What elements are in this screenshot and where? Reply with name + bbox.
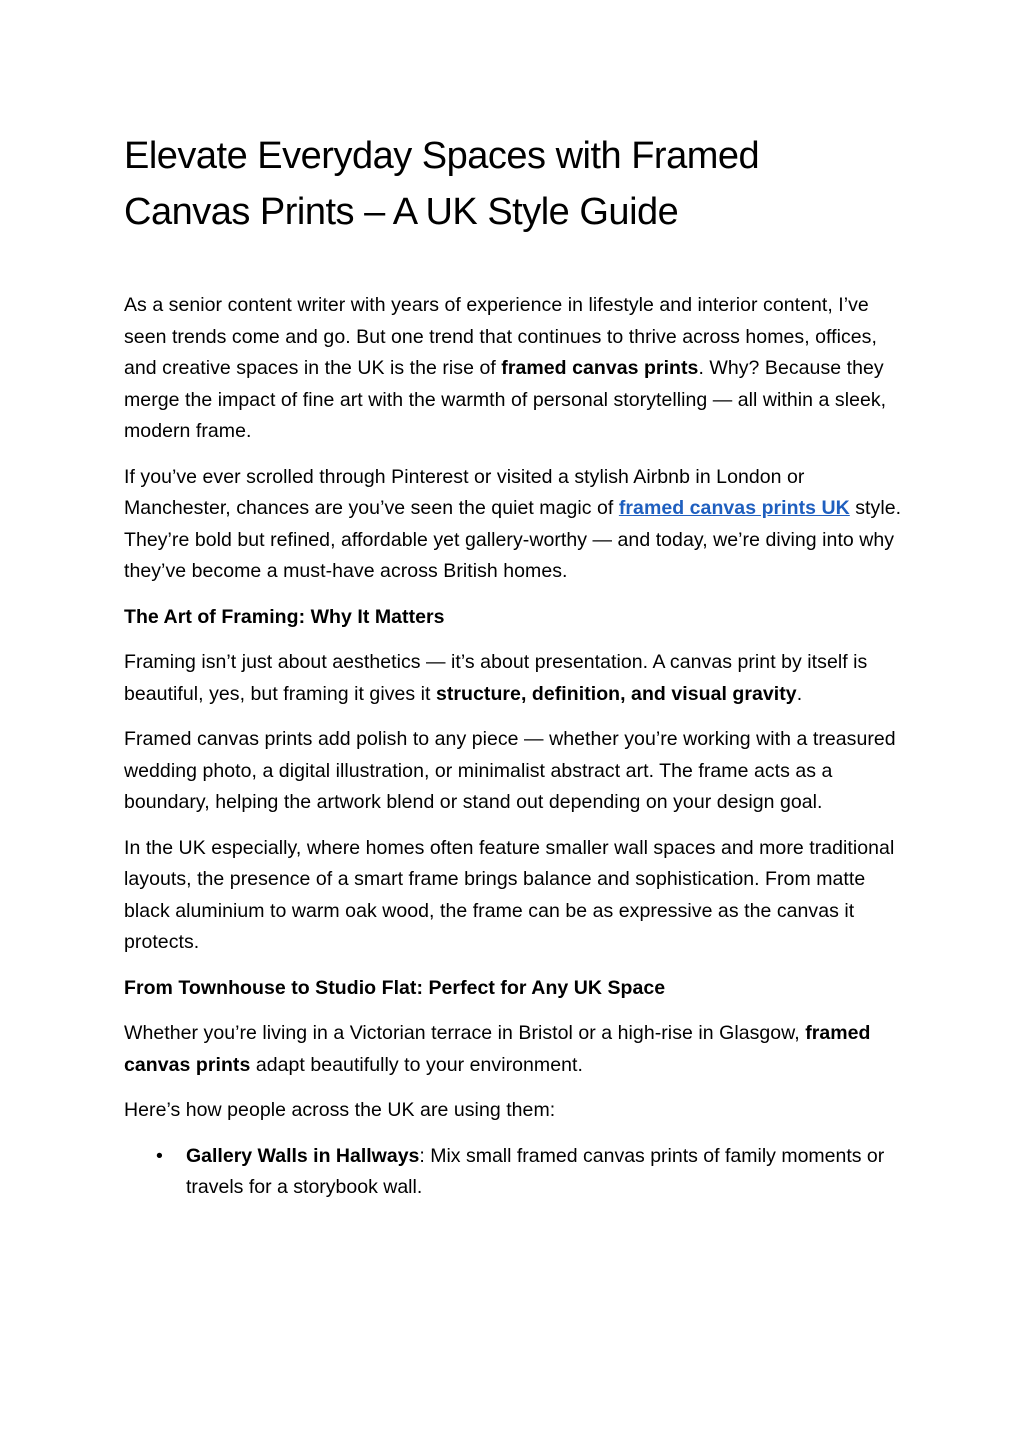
- framing-bold: structure, definition, and visual gravity: [435, 682, 797, 705]
- framing-text-a: Framing isn’t just about aesthetics — it’s about presentation. A canvas print by itself is beautiful, yes, but framing it gives it: [124, 651, 868, 705]
- section-heading-art-of-framing: The Art of Framing: Why It Matters: [124, 605, 445, 628]
- environment-paragraph: [124, 1018, 914, 1081]
- framing-paragraph: [124, 647, 914, 710]
- environment-text-a: Whether you’re living in a Victorian terrace in Bristol or a high-rise in Glasgow,: [124, 1022, 806, 1044]
- list-item: [124, 1141, 914, 1204]
- intro-text-b: . Why? Because they merge the impact of fine art with the warmth of personal storytelling — all within a sleek, modern frame.: [124, 357, 887, 442]
- pinterest-text-a: If you’ve ever scrolled through Pinterest or visited a stylish Airbnb in London or Manchester, chances are you’ve seen the quiet magic of: [124, 465, 805, 519]
- framed-canvas-prints-uk-link[interactable]: framed canvas prints UK: [618, 497, 850, 519]
- bullet-bold: Gallery Walls in Hallways: [186, 1144, 420, 1167]
- intro-text-a: As a senior content writer with years of experience in lifestyle and interior content, I’ve seen trends come and go. But one trend that continues to thrive across homes, offices, and creative spaces in the UK is the rise of: [124, 294, 877, 379]
- pinterest-paragraph: [124, 462, 914, 588]
- uk-homes-paragraph: In the UK especially, where homes often feature smaller wall spaces and more traditional layouts, the presence of a smart frame brings balance and sophistication. From matte black aluminium to warm oak wood, the frame can be as expressive as the canvas it protects.: [124, 836, 895, 953]
- intro-bold: framed canvas prints: [501, 357, 699, 379]
- section-heading-townhouse: From Townhouse to Studio Flat: Perfect for Any UK Space: [124, 976, 666, 999]
- usage-intro-paragraph: Here’s how people across the UK are using them:: [124, 1099, 556, 1121]
- pinterest-text-b: style. They’re bold but refined, affordable yet gallery-worthy — and today, we’re diving into why they’ve become a must-have across British homes.: [124, 497, 902, 582]
- polish-paragraph: Framed canvas prints add polish to any piece — whether you’re working with a treasured wedding photo, a digital illustration, or minimalist abstract art. The frame acts as a boundary, helping the artwork blend or stand out depending on your design goal.: [124, 728, 896, 813]
- bullet-icon: •: [156, 1144, 163, 1167]
- framing-text-b: .: [796, 682, 803, 705]
- usage-bullet-list: [124, 1141, 914, 1204]
- bullet-text: : Mix small framed canvas prints of family moments or travels for a storybook wall.: [186, 1144, 885, 1198]
- environment-text-b: adapt beautifully to your environment.: [250, 1053, 583, 1076]
- document-page: [124, 128, 914, 1204]
- document-title: [124, 128, 914, 240]
- environment-bold: framed canvas prints: [124, 1022, 871, 1076]
- title-line-2: Canvas Prints – A UK Style Guide: [124, 191, 679, 233]
- intro-paragraph: [124, 290, 914, 448]
- title-line-1: Elevate Everyday Spaces with Framed: [124, 135, 760, 177]
